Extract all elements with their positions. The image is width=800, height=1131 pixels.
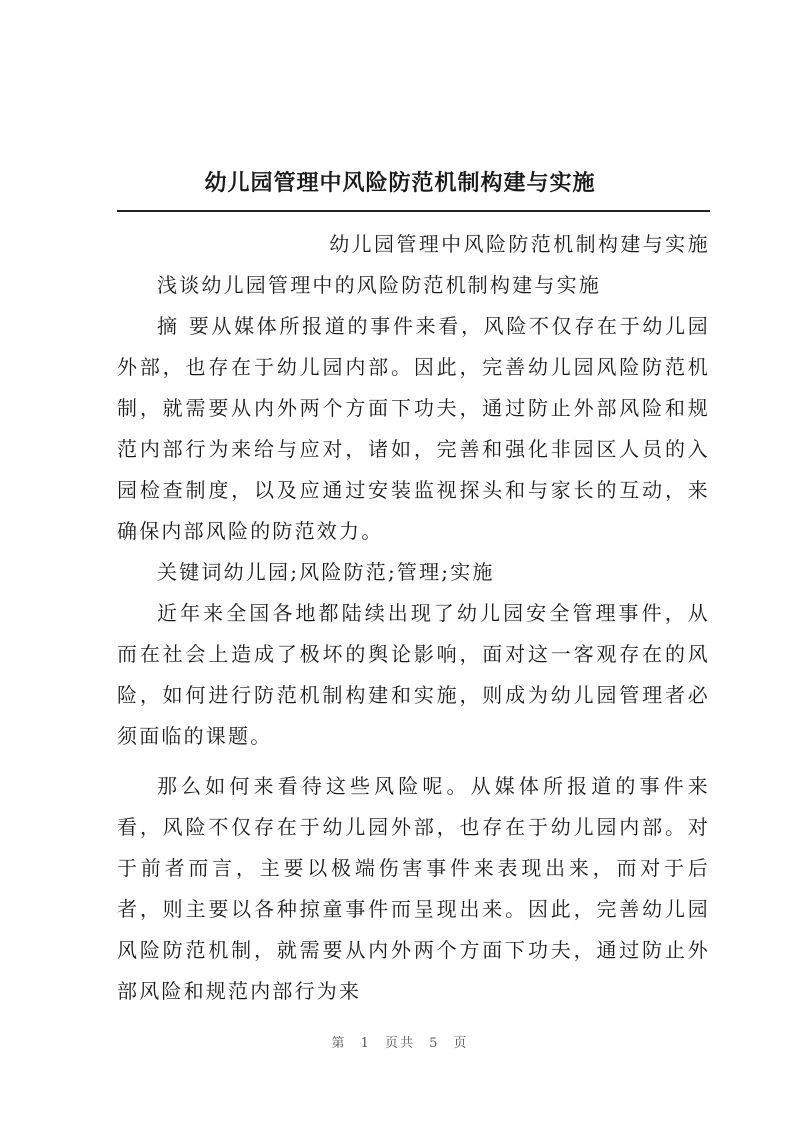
paragraph-keywords: 关键词幼儿园;风险防范;管理;实施 [157, 560, 495, 584]
paragraph-heading: 浅谈幼儿园管理中的风险防范机制构建与实施 [157, 273, 601, 297]
page-number: 第 1 页共 5 页 [331, 1036, 469, 1051]
document-subtitle: 幼儿园管理中风险防范机制构建与实施 [329, 232, 710, 256]
paragraph-analysis: 那么如何来看待这些风险呢。从媒体所报道的事件来看，风险不仅存在于幼儿园外部，也存在于幼儿园内部。对于前者而言，主要以极端伤害事件来表现出来，而对于后者，则主要以各种掠童事件而呈现出来。因此，完善幼儿园风险防范机制，就需要从内外两个方面下功夫，通过防止外部风险和规范内部行为来 [117, 774, 710, 1003]
document-body [117, 224, 710, 1012]
title-divider [117, 210, 710, 212]
paragraph-intro: 近年来全国各地都陆续出现了幼儿园安全管理事件，从而在社会上造成了极坏的舆论影响，面对这一客观存在的风险，如何进行防范机制构建和实施，则成为幼儿园管理者必须面临的课题。 [117, 601, 710, 748]
paragraph-abstract: 摘 要从媒体所报道的事件来看，风险不仅存在于幼儿园外部，也存在于幼儿园内部。因此，完善幼儿园风险防范机制，就需要从内外两个方面下功夫，通过防止外部风险和规范内部行为来给与应对，诸如，完善和强化非园区人员的入园检查制度，以及应通过安装监视探头和与家长的互动，来确保内部风险的防范效力。 [117, 314, 710, 543]
document-title: 幼儿园管理中风险防范机制构建与实施 [204, 170, 596, 196]
